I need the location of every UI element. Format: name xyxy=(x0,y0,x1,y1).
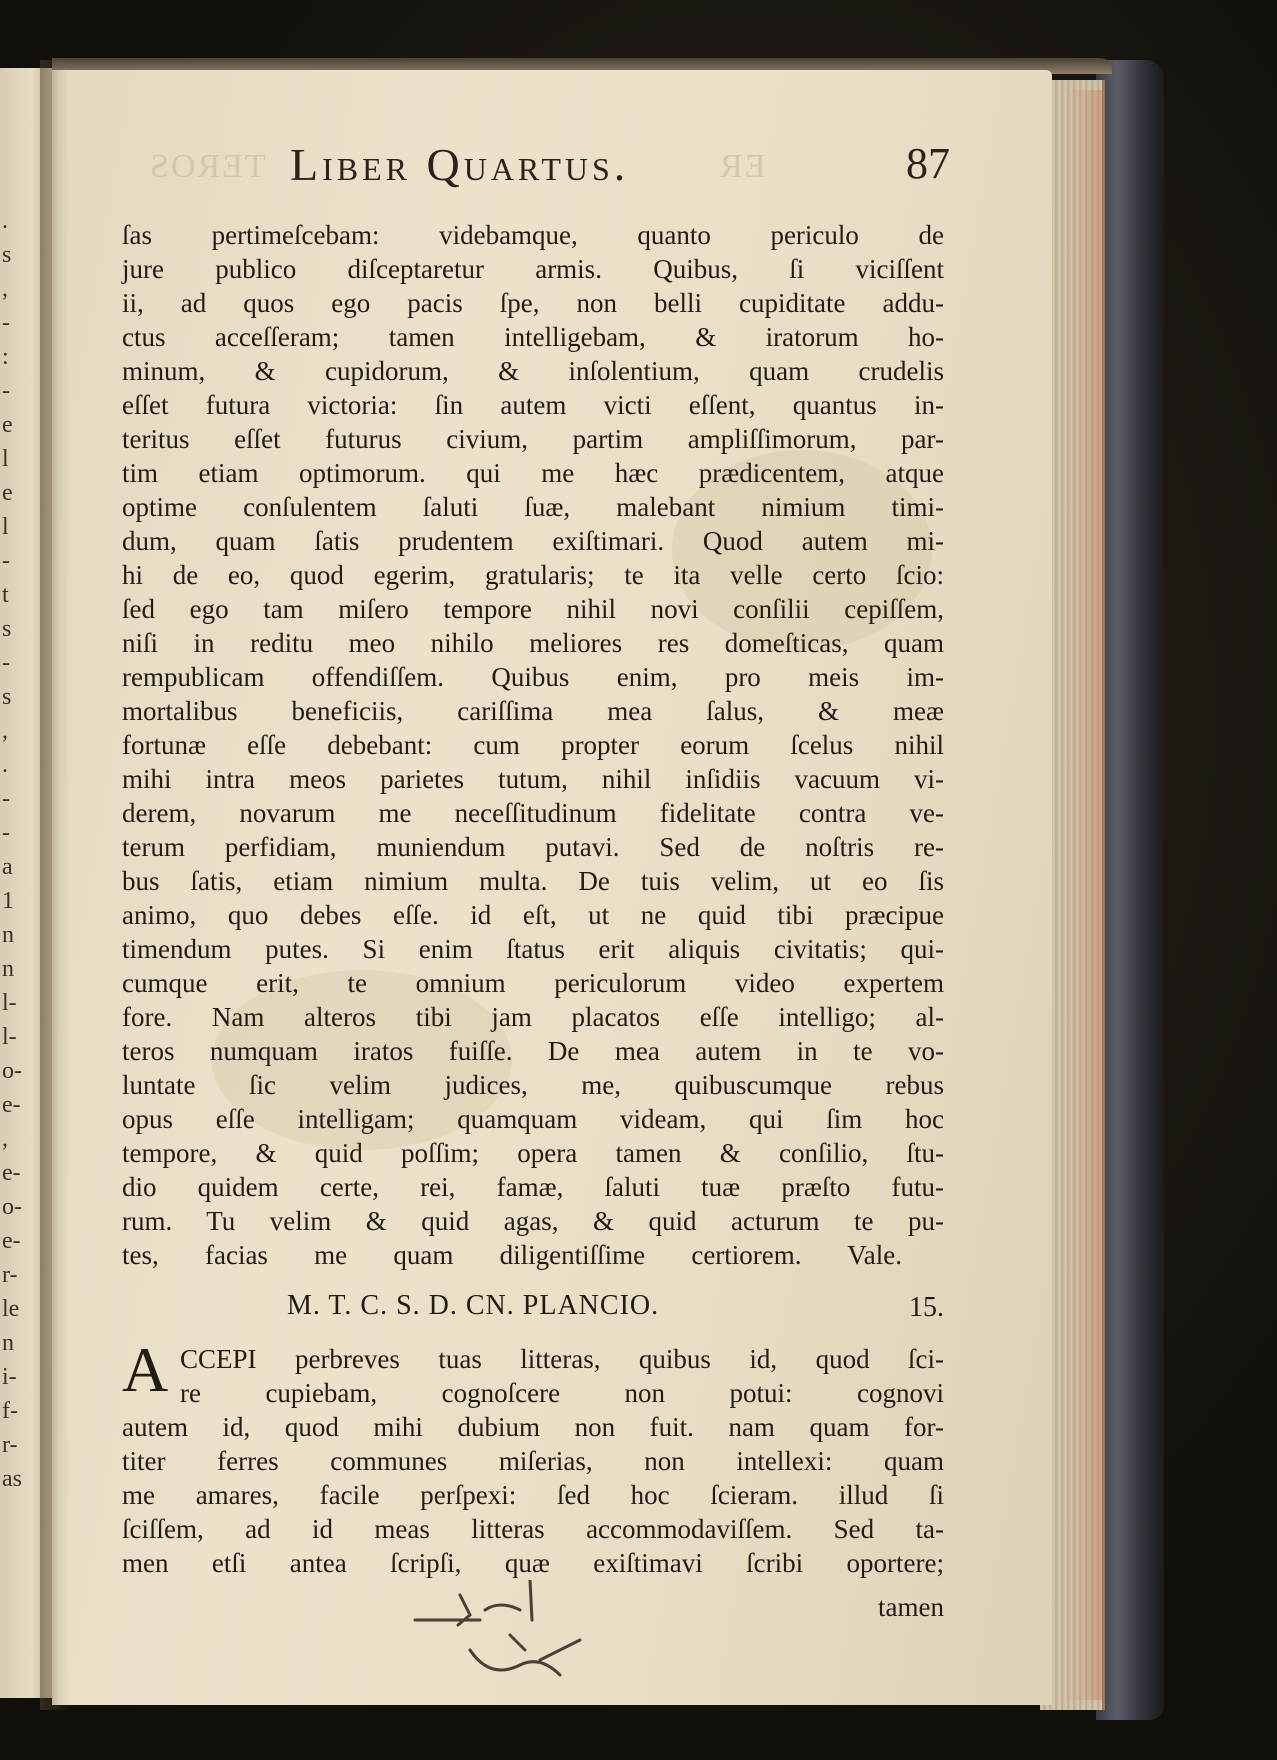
text-line: titer ferres communes miſerias, non intellexi: quam xyxy=(122,1446,944,1476)
text-line: niſi in reditu meo nihilo meliores res domeſticas, quam xyxy=(122,628,944,658)
left-page-margin-char: e- xyxy=(2,1092,21,1118)
text-line: tempore, & quid poſſim; opera tamen & conſilio, ſtu- xyxy=(122,1138,944,1168)
text-line: terum perfidiam, muniendum putavi. Sed de noſtris re- xyxy=(122,832,944,862)
text-line: tim etiam optimorum. qui me hæc prædicentem, atque xyxy=(122,458,944,488)
left-page-margin-char: s xyxy=(2,616,12,642)
left-page-margin-char: n xyxy=(2,922,14,948)
text-line: teritus eſſet futurus civium, partim ampliſſimorum, par- xyxy=(122,424,944,454)
left-page-margin-char: e- xyxy=(2,1160,21,1186)
drop-initial-letter: A xyxy=(122,1334,169,1405)
red-edge-tint xyxy=(1066,90,1102,1700)
left-page-margin-char: - xyxy=(2,820,10,846)
left-page-margin-char: f- xyxy=(2,1398,18,1424)
text-line: ſciſſem, ad id meas litteras accommodaviſſem. Sed ta- xyxy=(122,1514,944,1544)
text-line: ſed ego tam miſero tempore nihil novi conſilii cepiſſem, xyxy=(122,594,944,624)
text-line: luntate ſic velim judices, me, quibuscumque rebus xyxy=(122,1070,944,1100)
left-page-margin-char: s xyxy=(2,684,12,710)
letter-number: 15. xyxy=(909,1292,944,1323)
catchword: tamen xyxy=(878,1592,944,1622)
text-line: dum, quam ſatis prudentem exiſtimari. Quod autem mi- xyxy=(122,526,944,556)
book-section-title: Liber Quartus. xyxy=(290,139,630,190)
left-page-margin-char: , xyxy=(2,276,8,302)
left-page-margin-char: r- xyxy=(2,1432,18,1458)
left-page-margin-char: , xyxy=(2,718,8,744)
left-page-margin-char: a xyxy=(2,854,13,880)
left-page-margin-char: : xyxy=(2,344,9,370)
left-page-margin-char: . xyxy=(2,752,8,778)
text-line: tes, facias me quam diligentiſſime certiorem. Vale. xyxy=(122,1240,902,1270)
text-line: timendum putes. Si enim ſtatus erit aliquis civitatis; qui- xyxy=(122,934,944,964)
left-page-margin-char: e xyxy=(2,412,13,438)
left-page-margin-char: , xyxy=(2,1126,8,1152)
text-line: rempublicam offendiſſem. Quibus enim, pro meis im- xyxy=(122,662,944,692)
text-line: animo, quo debes eſſe. id eſt, ut ne quid tibi præcipue xyxy=(122,900,944,930)
gutter-shadow xyxy=(40,60,70,1710)
letter-heading xyxy=(122,1290,944,1330)
text-line: fore. Nam alteros tibi jam placatos eſſe intelligo; al- xyxy=(122,1002,944,1032)
text-line: CCEPI perbreves tuas litteras, quibus id, quod ſci- xyxy=(180,1344,944,1374)
text-line: teros numquam iratos fuiſſe. De mea autem in te vo- xyxy=(122,1036,944,1066)
left-page-margin-char: i- xyxy=(2,1364,17,1390)
text-line: mihi intra meos parietes tutum, nihil inſidiis vacuum vi- xyxy=(122,764,944,794)
text-line: dio quidem certe, rei, famæ, ſaluti tuæ præſto futu- xyxy=(122,1172,944,1202)
text-line: derem, novarum me neceſſitudinum fidelitate contra ve- xyxy=(122,798,944,828)
text-line: ſas pertimeſcebam: videbamque, quanto periculo de xyxy=(122,220,944,250)
left-page-margin-char: n xyxy=(2,1330,14,1356)
left-page-margin-char: - xyxy=(2,650,10,676)
book-cover-edge xyxy=(1096,60,1164,1720)
left-page-margin-char: s xyxy=(2,242,12,268)
left-page-margin-char: 1 xyxy=(2,888,14,914)
text-line: autem id, quod mihi dubium non fuit. nam quam for- xyxy=(122,1412,944,1442)
pencil-doodle xyxy=(410,1580,630,1720)
text-line: bus ſatis, etiam nimium multa. De tuis velim, ut eo ſis xyxy=(122,866,944,896)
text-line: jure publico diſceptaretur armis. Quibus, ſi viciſſent xyxy=(122,254,944,284)
left-page-margin-char: e- xyxy=(2,1228,21,1254)
left-page-margin-char: o- xyxy=(2,1058,22,1084)
left-page-margin-char: t xyxy=(2,582,9,608)
text-line: ctus acceſſeram; tamen intelligebam, & iratorum ho- xyxy=(122,322,944,352)
left-page-margin-char: . xyxy=(2,208,8,234)
text-line: me amares, facile perſpexi: ſed hoc ſcieram. illud ſi xyxy=(122,1480,944,1510)
show-through-text: ƧOЯƎТ xyxy=(150,148,268,185)
left-page-margin-char: l xyxy=(2,514,9,540)
text-line: fortunæ eſſe debebant: cum propter eorum ſcelus nihil xyxy=(122,730,944,760)
text-line: cumque erit, te omnium periculorum video expertem xyxy=(122,968,944,998)
left-page-margin-char: l xyxy=(2,446,9,472)
left-page-margin-char: l- xyxy=(2,990,17,1016)
running-head xyxy=(120,138,950,198)
text-line: hi de eo, quod egerim, gratularis; te ita velle certo ſcio: xyxy=(122,560,944,590)
page-number: 87 xyxy=(906,139,950,188)
text-line: men etſi antea ſcripſi, quæ exiſtimavi ſcribi oportere; xyxy=(122,1548,944,1578)
text-line: minum, & cupidorum, & inſolentium, quam crudelis xyxy=(122,356,944,386)
text-line: re cupiebam, cognoſcere non potui: cognovi xyxy=(180,1378,944,1408)
text-line: eſſet futura victoria: ſin autem victi eſſent, quantus in- xyxy=(122,390,944,420)
letter-salutation-heading: M. T. C. S. D. CN. PLANCIO. xyxy=(287,1290,660,1321)
text-line: ii, ad quos ego pacis ſpe, non belli cupiditate addu- xyxy=(122,288,944,318)
left-page-margin-char: as xyxy=(2,1466,22,1492)
left-page-margin-char: e xyxy=(2,480,13,506)
left-page-margin-char: - xyxy=(2,378,10,404)
text-line: opus eſſe intelligam; quamquam videam, qui ſim hoc xyxy=(122,1104,944,1134)
left-page-margin-char: - xyxy=(2,548,10,574)
left-page-margin-char: l- xyxy=(2,1024,17,1050)
text-line: optime conſulentem ſaluti ſuæ, malebant nimium timi- xyxy=(122,492,944,522)
left-page-margin-char: - xyxy=(2,310,10,336)
text-line: mortalibus beneficiis, cariſſima mea ſalus, & meæ xyxy=(122,696,944,726)
left-page-margin-char: n xyxy=(2,956,14,982)
show-through-text: ЯƎ xyxy=(720,148,768,185)
left-page-margin-char: - xyxy=(2,786,10,812)
text-line: rum. Tu velim & quid agas, & quid acturum te pu- xyxy=(122,1206,944,1236)
left-page-margin-char: le xyxy=(2,1296,20,1322)
left-page-margin-char: o- xyxy=(2,1194,22,1220)
left-page-margin-char: r- xyxy=(2,1262,18,1288)
